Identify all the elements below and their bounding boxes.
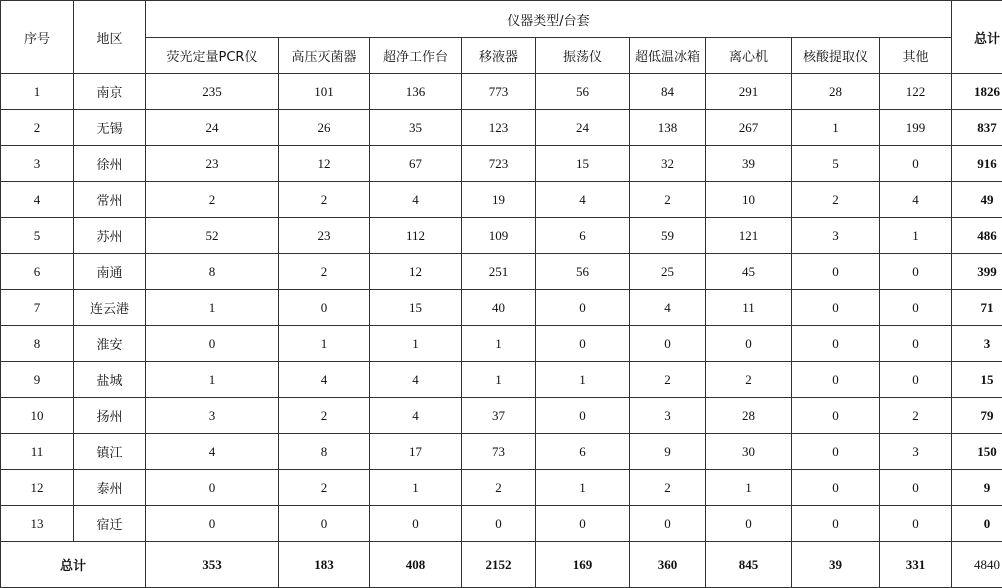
- totals-cell: 169: [536, 542, 630, 588]
- value-cell: 32: [630, 146, 706, 182]
- value-cell: 0: [630, 326, 706, 362]
- region-cell: 徐州: [74, 146, 146, 182]
- header-type: 其他: [880, 38, 952, 74]
- row-total-cell: 399: [952, 254, 1002, 290]
- value-cell: 1: [462, 362, 536, 398]
- value-cell: 2: [630, 470, 706, 506]
- value-cell: 1: [146, 290, 279, 326]
- value-cell: 3: [630, 398, 706, 434]
- table-row: [1, 182, 1002, 218]
- table-row: [1, 254, 1002, 290]
- row-total-cell: 3: [952, 326, 1002, 362]
- value-cell: 2: [792, 182, 880, 218]
- value-cell: 122: [880, 74, 952, 110]
- value-cell: 28: [792, 74, 880, 110]
- table-row: [1, 362, 1002, 398]
- region-cell: 泰州: [74, 470, 146, 506]
- value-cell: 23: [146, 146, 279, 182]
- value-cell: 73: [462, 434, 536, 470]
- totals-cell: 408: [370, 542, 462, 588]
- value-cell: 8: [279, 434, 370, 470]
- value-cell: 4: [536, 182, 630, 218]
- value-cell: 24: [146, 110, 279, 146]
- value-cell: 17: [370, 434, 462, 470]
- row-total-cell: 49: [952, 182, 1002, 218]
- value-cell: 24: [536, 110, 630, 146]
- seq-cell: 12: [1, 470, 74, 506]
- value-cell: 121: [706, 218, 792, 254]
- row-total-cell: 0: [952, 506, 1002, 542]
- seq-cell: 4: [1, 182, 74, 218]
- value-cell: 0: [462, 506, 536, 542]
- value-cell: 2: [279, 182, 370, 218]
- seq-cell: 8: [1, 326, 74, 362]
- value-cell: 3: [146, 398, 279, 434]
- value-cell: 0: [880, 146, 952, 182]
- value-cell: 28: [706, 398, 792, 434]
- header-region: 地区: [74, 1, 146, 74]
- value-cell: 4: [370, 182, 462, 218]
- table-row: [1, 218, 1002, 254]
- value-cell: 0: [792, 434, 880, 470]
- value-cell: 40: [462, 290, 536, 326]
- table-row: [1, 74, 1002, 110]
- header-type: 移液器: [462, 38, 536, 74]
- row-total-cell: 1826: [952, 74, 1002, 110]
- header-instrument-group: 仪器类型/台套: [146, 1, 952, 38]
- value-cell: 2: [279, 398, 370, 434]
- value-cell: 0: [880, 362, 952, 398]
- value-cell: 0: [792, 326, 880, 362]
- value-cell: 4: [630, 290, 706, 326]
- value-cell: 0: [630, 506, 706, 542]
- value-cell: 0: [279, 290, 370, 326]
- table-row: [1, 398, 1002, 434]
- value-cell: 45: [706, 254, 792, 290]
- value-cell: 5: [792, 146, 880, 182]
- value-cell: 2: [630, 362, 706, 398]
- table-row: [1, 434, 1002, 470]
- value-cell: 2: [706, 362, 792, 398]
- value-cell: 0: [880, 470, 952, 506]
- value-cell: 0: [536, 290, 630, 326]
- value-cell: 1: [792, 110, 880, 146]
- totals-cell: 39: [792, 542, 880, 588]
- value-cell: 291: [706, 74, 792, 110]
- value-cell: 10: [706, 182, 792, 218]
- value-cell: 19: [462, 182, 536, 218]
- value-cell: 2: [146, 182, 279, 218]
- value-cell: 1: [462, 326, 536, 362]
- region-cell: 淮安: [74, 326, 146, 362]
- value-cell: 3: [792, 218, 880, 254]
- header-row-2: [1, 38, 1002, 74]
- value-cell: 12: [370, 254, 462, 290]
- seq-cell: 2: [1, 110, 74, 146]
- value-cell: 0: [279, 506, 370, 542]
- value-cell: 4: [370, 398, 462, 434]
- table-row: [1, 110, 1002, 146]
- value-cell: 2: [462, 470, 536, 506]
- region-cell: 扬州: [74, 398, 146, 434]
- seq-cell: 5: [1, 218, 74, 254]
- value-cell: 4: [880, 182, 952, 218]
- value-cell: 138: [630, 110, 706, 146]
- value-cell: 84: [630, 74, 706, 110]
- seq-cell: 9: [1, 362, 74, 398]
- value-cell: 4: [146, 434, 279, 470]
- value-cell: 0: [880, 326, 952, 362]
- value-cell: 67: [370, 146, 462, 182]
- region-cell: 南通: [74, 254, 146, 290]
- header-type: 振荡仪: [536, 38, 630, 74]
- seq-cell: 1: [1, 74, 74, 110]
- header-type: 超低温冰箱: [630, 38, 706, 74]
- value-cell: 1: [370, 470, 462, 506]
- value-cell: 0: [146, 470, 279, 506]
- value-cell: 0: [792, 398, 880, 434]
- value-cell: 0: [880, 290, 952, 326]
- value-cell: 59: [630, 218, 706, 254]
- totals-cell: 331: [880, 542, 952, 588]
- value-cell: 0: [536, 506, 630, 542]
- value-cell: 15: [536, 146, 630, 182]
- row-total-cell: 9: [952, 470, 1002, 506]
- row-total-cell: 916: [952, 146, 1002, 182]
- region-cell: 盐城: [74, 362, 146, 398]
- value-cell: 1: [279, 326, 370, 362]
- value-cell: 23: [279, 218, 370, 254]
- value-cell: 136: [370, 74, 462, 110]
- value-cell: 1: [370, 326, 462, 362]
- totals-cell: 360: [630, 542, 706, 588]
- value-cell: 39: [706, 146, 792, 182]
- value-cell: 109: [462, 218, 536, 254]
- value-cell: 37: [462, 398, 536, 434]
- value-cell: 235: [146, 74, 279, 110]
- value-cell: 0: [792, 362, 880, 398]
- value-cell: 11: [706, 290, 792, 326]
- row-total-cell: 71: [952, 290, 1002, 326]
- value-cell: 25: [630, 254, 706, 290]
- value-cell: 0: [880, 506, 952, 542]
- value-cell: 30: [706, 434, 792, 470]
- value-cell: 6: [536, 434, 630, 470]
- value-cell: 1: [146, 362, 279, 398]
- table-row: [1, 290, 1002, 326]
- seq-cell: 3: [1, 146, 74, 182]
- grand-total: 4840: [952, 542, 1002, 588]
- region-cell: 常州: [74, 182, 146, 218]
- seq-cell: 13: [1, 506, 74, 542]
- value-cell: 4: [370, 362, 462, 398]
- header-type: 离心机: [706, 38, 792, 74]
- value-cell: 0: [880, 254, 952, 290]
- value-cell: 52: [146, 218, 279, 254]
- seq-cell: 7: [1, 290, 74, 326]
- header-type: 荧光定量PCR仪: [146, 38, 279, 74]
- seq-cell: 6: [1, 254, 74, 290]
- seq-cell: 11: [1, 434, 74, 470]
- region-cell: 镇江: [74, 434, 146, 470]
- row-total-cell: 837: [952, 110, 1002, 146]
- table-row: [1, 146, 1002, 182]
- table-row: [1, 326, 1002, 362]
- value-cell: 3: [880, 434, 952, 470]
- header-total: 总计: [952, 1, 1002, 74]
- value-cell: 2: [630, 182, 706, 218]
- value-cell: 4: [279, 362, 370, 398]
- value-cell: 6: [536, 218, 630, 254]
- table-row: [1, 470, 1002, 506]
- value-cell: 199: [880, 110, 952, 146]
- value-cell: 1: [706, 470, 792, 506]
- value-cell: 0: [792, 290, 880, 326]
- value-cell: 723: [462, 146, 536, 182]
- value-cell: 0: [536, 326, 630, 362]
- table-body: [1, 74, 1002, 542]
- header-row-1: [1, 1, 1002, 38]
- totals-cell: 353: [146, 542, 279, 588]
- region-cell: 南京: [74, 74, 146, 110]
- totals-row: [1, 542, 1002, 588]
- totals-label: 总计: [1, 542, 146, 588]
- value-cell: 56: [536, 74, 630, 110]
- value-cell: 773: [462, 74, 536, 110]
- region-cell: 苏州: [74, 218, 146, 254]
- totals-cell: 183: [279, 542, 370, 588]
- value-cell: 2: [880, 398, 952, 434]
- value-cell: 0: [792, 506, 880, 542]
- totals-cell: 2152: [462, 542, 536, 588]
- value-cell: 0: [792, 254, 880, 290]
- value-cell: 251: [462, 254, 536, 290]
- value-cell: 1: [536, 362, 630, 398]
- value-cell: 12: [279, 146, 370, 182]
- value-cell: 0: [706, 506, 792, 542]
- value-cell: 8: [146, 254, 279, 290]
- value-cell: 123: [462, 110, 536, 146]
- value-cell: 267: [706, 110, 792, 146]
- header-type: 超净工作台: [370, 38, 462, 74]
- value-cell: 101: [279, 74, 370, 110]
- value-cell: 112: [370, 218, 462, 254]
- value-cell: 35: [370, 110, 462, 146]
- value-cell: 1: [880, 218, 952, 254]
- region-cell: 无锡: [74, 110, 146, 146]
- value-cell: 0: [536, 398, 630, 434]
- value-cell: 56: [536, 254, 630, 290]
- totals-cell: 845: [706, 542, 792, 588]
- table-row: [1, 506, 1002, 542]
- header-type: 高压灭菌器: [279, 38, 370, 74]
- header-type: 核酸提取仪: [792, 38, 880, 74]
- value-cell: 2: [279, 254, 370, 290]
- row-total-cell: 150: [952, 434, 1002, 470]
- value-cell: 15: [370, 290, 462, 326]
- value-cell: 9: [630, 434, 706, 470]
- value-cell: 26: [279, 110, 370, 146]
- seq-cell: 10: [1, 398, 74, 434]
- region-cell: 宿迁: [74, 506, 146, 542]
- value-cell: 2: [279, 470, 370, 506]
- row-total-cell: 15: [952, 362, 1002, 398]
- row-total-cell: 79: [952, 398, 1002, 434]
- value-cell: 0: [706, 326, 792, 362]
- header-seq: 序号: [1, 1, 74, 74]
- row-total-cell: 486: [952, 218, 1002, 254]
- value-cell: 0: [146, 326, 279, 362]
- value-cell: 0: [792, 470, 880, 506]
- value-cell: 0: [370, 506, 462, 542]
- region-cell: 连云港: [74, 290, 146, 326]
- value-cell: 1: [536, 470, 630, 506]
- value-cell: 0: [146, 506, 279, 542]
